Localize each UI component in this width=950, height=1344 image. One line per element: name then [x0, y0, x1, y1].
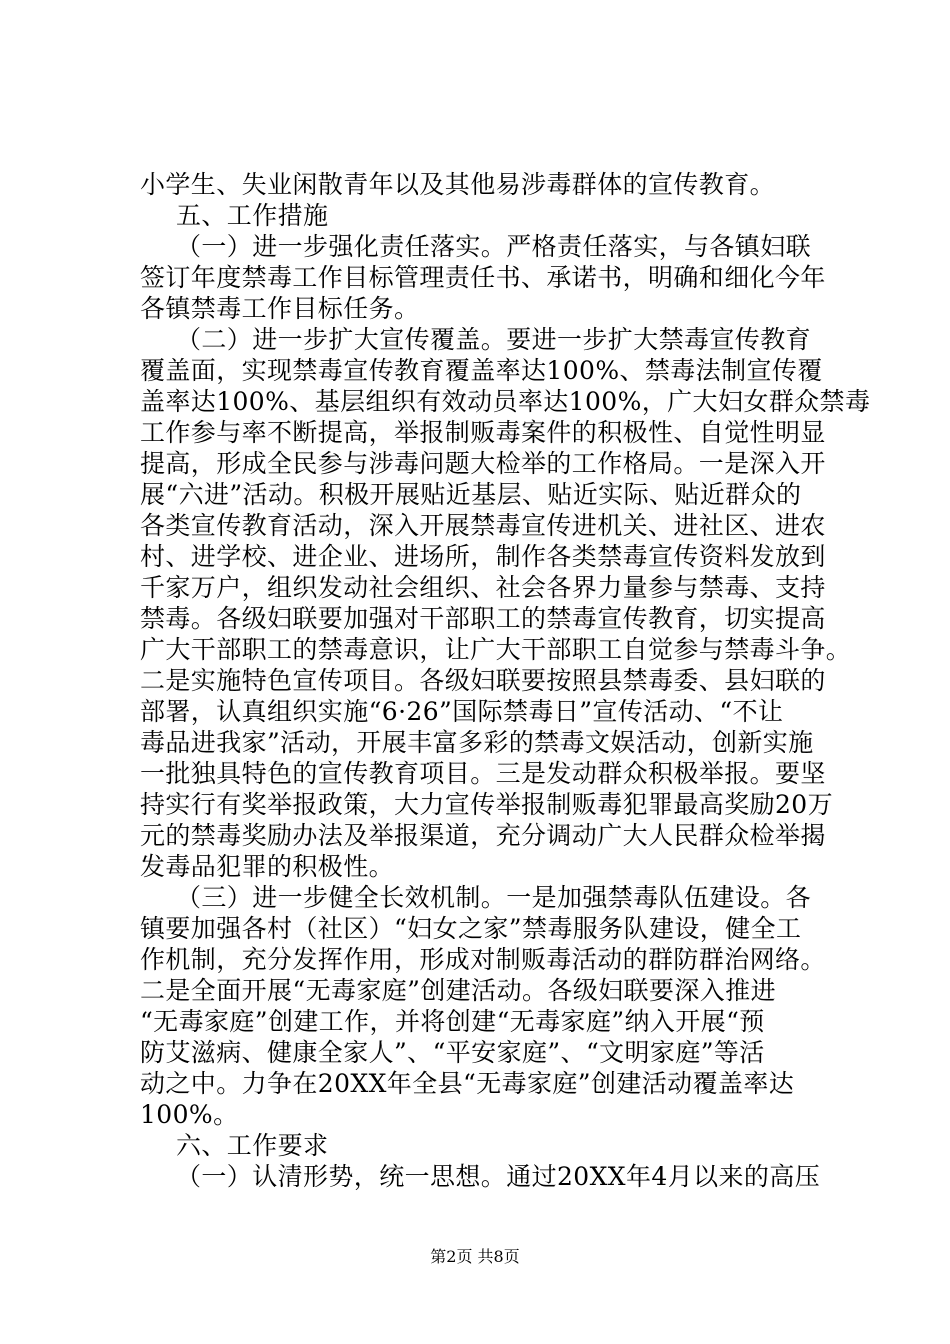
- text-line: 禁毒。各级妇联要加强对干部职工的禁毒宣传教育，切实提高: [140, 604, 826, 633]
- text-line: 展“六进”活动。积极开展贴近基层、贴近实际、贴近群众的: [140, 480, 802, 509]
- text-line: 作机制，充分发挥作用，形成对制贩毒活动的群防群治网络。: [140, 945, 826, 974]
- text-line: 发毒品犯罪的积极性。: [140, 852, 395, 881]
- text-line: （一）进一步强化责任落实。严格责任落实，与各镇妇联: [176, 232, 812, 261]
- text-line: 提高，形成全民参与涉毒问题大检举的工作格局。一是深入开: [140, 449, 826, 478]
- text-line: 防艾滋病、健康全家人”、“平安家庭”、“文明家庭”等活: [140, 1038, 765, 1067]
- text-line: “无毒家庭”创建工作，并将创建“无毒家庭”纳入开展“预: [140, 1007, 765, 1036]
- text-line: （一）认清形势，统一思想。通过20XX年4月以来的高压: [176, 1162, 821, 1191]
- text-line: 二是全面开展“无毒家庭”创建活动。各级妇联要深入推进: [140, 976, 776, 1005]
- text-line: 村、进学校、进企业、进场所，制作各类禁毒宣传资料发放到: [140, 542, 826, 571]
- text-line: 100%。: [140, 1100, 239, 1129]
- text-line: 各镇禁毒工作目标任务。: [140, 294, 420, 323]
- text-line: 镇要加强各村（社区）“妇女之家”禁毒服务队建设，健全工: [140, 914, 802, 943]
- text-line: 部署，认真组织实施“6·26”国际禁毒日”宣传活动、“不让: [140, 697, 784, 726]
- text-line: 工作参与率不断提高，举报制贩毒案件的积极性、自觉性明显: [140, 418, 826, 447]
- text-line: 动之中。力争在20XX年全县“无毒家庭”创建活动覆盖率达: [140, 1069, 795, 1098]
- text-line: 盖率达100%、基层组织有效动员率达100%，广大妇女群众禁毒: [140, 387, 871, 416]
- text-line: 小学生、失业闲散青年以及其他易涉毒群体的宣传教育。: [140, 170, 776, 199]
- text-line: 覆盖面，实现禁毒宣传教育覆盖率达100%、禁毒法制宣传覆: [140, 356, 823, 385]
- section-heading: 五、工作措施: [176, 201, 329, 230]
- text-line: 各类宣传教育活动，深入开展禁毒宣传进机关、进社区、进农: [140, 511, 826, 540]
- text-line: 持实行有奖举报政策，大力宣传举报制贩毒犯罪最高奖励20万: [140, 790, 834, 819]
- text-line: （三）进一步健全长效机制。一是加强禁毒队伍建设。各: [176, 883, 812, 912]
- section-heading: 六、工作要求: [176, 1131, 329, 1160]
- text-line: 签订年度禁毒工作目标管理责任书、承诺书，明确和细化今年: [140, 263, 826, 292]
- text-line: 一批独具特色的宣传教育项目。三是发动群众积极举报。要坚: [140, 759, 826, 788]
- text-line: 毒品进我家”活动，开展丰富多彩的禁毒文娱活动，创新实施: [140, 728, 814, 757]
- text-line: （二）进一步扩大宣传覆盖。要进一步扩大禁毒宣传教育: [176, 325, 812, 354]
- text-line: 广大干部职工的禁毒意识，让广大干部职工自觉参与禁毒斗争。: [140, 635, 852, 664]
- page-footer: 第2页 共8页: [430, 1247, 520, 1266]
- text-line: 千家万户，组织发动社会组织、社会各界力量参与禁毒、支持: [140, 573, 826, 602]
- text-line: 元的禁毒奖励办法及举报渠道，充分调动广大人民群众检举揭: [140, 821, 826, 850]
- text-line: 二是实施特色宣传项目。各级妇联要按照县禁毒委、县妇联的: [140, 666, 826, 695]
